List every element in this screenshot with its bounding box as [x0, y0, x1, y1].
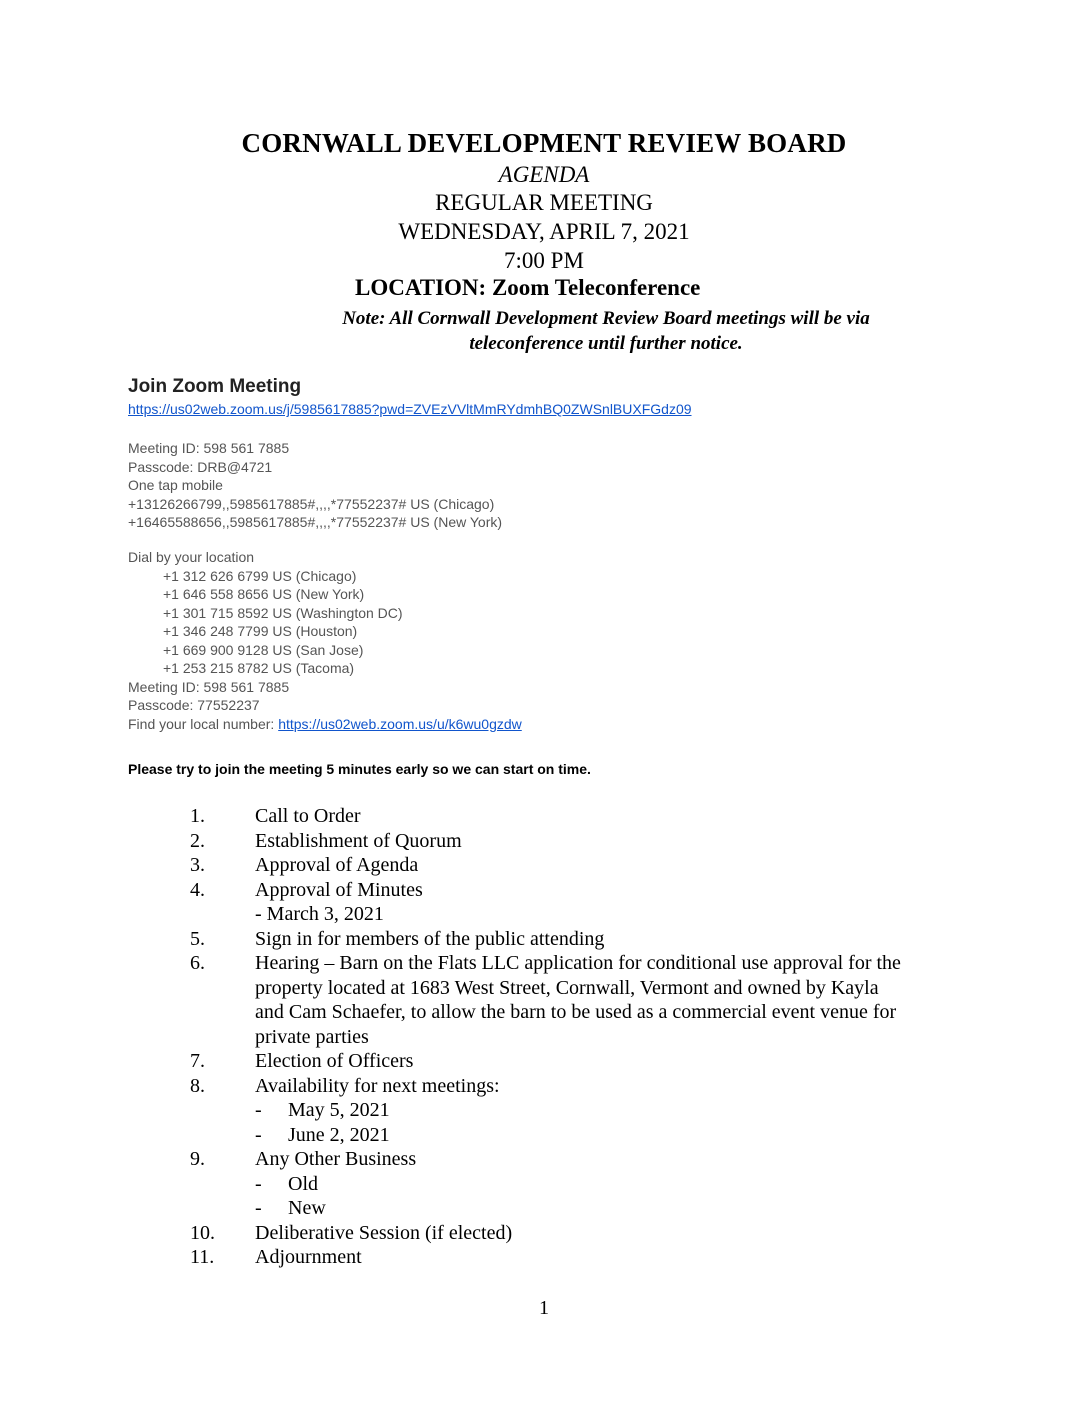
find-local-link[interactable]: https://us02web.zoom.us/u/k6wu0gzdw: [278, 715, 522, 732]
other-business-new: New: [288, 1197, 326, 1219]
agenda-subitem: [0, 1172, 1088, 1197]
join-early-note: Please try to join the meeting 5 minutes early so we can start on time.: [128, 761, 591, 777]
other-business-old: Old: [288, 1172, 318, 1195]
meeting-location: LOCATION: Zoom Teleconference: [355, 275, 701, 300]
agenda-item: [0, 1147, 1088, 1172]
meeting-id: Meeting ID: 598 561 7885: [128, 440, 290, 456]
dial-number: +1 646 558 8656 US (New York): [163, 586, 365, 602]
zoom-heading: Join Zoom Meeting: [128, 376, 302, 397]
meeting-type: REGULAR MEETING: [435, 190, 653, 215]
page-number: 1: [539, 1297, 549, 1319]
agenda-item-text: Approval of Minutes: [255, 878, 423, 901]
agenda-item-number: 3.: [190, 854, 205, 876]
teleconference-note: [296, 306, 916, 356]
agenda-subitem: [0, 1123, 1088, 1148]
dash: -: [255, 1197, 262, 1219]
passcode-2: Passcode: 77552237: [128, 697, 260, 713]
dial-number: +1 253 215 8782 US (Tacoma): [163, 660, 355, 676]
dial-number: +1 301 715 8592 US (Washington DC): [163, 604, 403, 621]
hearing-line: property located at 1683 West Street, Cornwall, Vermont and owned by Kayla: [255, 976, 879, 999]
next-meeting-date: June 2, 2021: [288, 1123, 390, 1146]
agenda-item-text: Approval of Agenda: [255, 854, 419, 876]
agenda-item: [0, 1221, 1088, 1246]
meeting-time: 7:00 PM: [504, 248, 584, 273]
agenda-item: [0, 1074, 1088, 1099]
agenda-item: [0, 853, 1088, 878]
agenda-item-text: Sign in for members of the public attending: [255, 927, 605, 950]
agenda-subitem: [0, 1196, 1088, 1221]
dial-in-details: [128, 548, 522, 733]
note-line-2: teleconference until further notice.: [469, 333, 743, 354]
dial-number: +1 346 248 7799 US (Houston): [163, 623, 358, 639]
agenda-subitem: [0, 1098, 1088, 1123]
agenda-item: [0, 878, 1088, 903]
find-local-label: Find your local number:: [128, 715, 279, 732]
agenda-subtitle: AGENDA: [498, 162, 590, 187]
find-local-number: [128, 715, 522, 734]
agenda-item-text: Any Other Business: [255, 1148, 417, 1170]
agenda-item: [0, 1049, 1088, 1074]
agenda-item-text: [255, 951, 955, 1049]
dial-number: +1 669 900 9128 US (San Jose): [163, 641, 364, 658]
minutes-date: - March 3, 2021: [255, 903, 384, 925]
dash: -: [255, 1123, 262, 1146]
agenda-item-number: 6.: [190, 952, 205, 974]
agenda-item-text: Establishment of Quorum: [255, 829, 462, 852]
agenda-item-number: 9.: [190, 1148, 205, 1170]
agenda-item-text: Deliberative Session (if elected): [255, 1221, 513, 1244]
agenda-list: [0, 804, 1088, 1270]
agenda-item-number: 8.: [190, 1074, 205, 1097]
agenda-item-number: 7.: [190, 1050, 205, 1072]
agenda-item-number: 1.: [190, 805, 205, 827]
one-tap-new-york: +16465588656,,5985617885#,,,,*77552237# US (New York): [128, 514, 503, 530]
agenda-item-text: Availability for next meetings:: [255, 1074, 500, 1097]
board-title: CORNWALL DEVELOPMENT REVIEW BOARD: [241, 128, 847, 158]
agenda-item-number: 2.: [190, 829, 205, 852]
dash: -: [255, 1172, 262, 1195]
agenda-item: [0, 829, 1088, 854]
agenda-item-number: 11.: [190, 1246, 215, 1268]
zoom-meeting-link[interactable]: https://us02web.zoom.us/j/5985617885?pwd=ZVEzVVltMmRYdmhBQ0ZWSnlBUXFGdz09: [128, 401, 692, 417]
one-tap-chicago: +13126266799,,5985617885#,,,,*77552237# US (Chicago): [128, 495, 495, 512]
agenda-item-number: 5.: [190, 927, 205, 950]
agenda-item: [0, 951, 1088, 1049]
agenda-item-text: Adjournment: [255, 1246, 362, 1268]
one-tap-label: One tap mobile: [128, 477, 223, 493]
agenda-item-text: Election of Officers: [255, 1050, 414, 1072]
meeting-date: WEDNESDAY, APRIL 7, 2021: [398, 219, 690, 244]
meeting-id-2: Meeting ID: 598 561 7885: [128, 678, 290, 695]
next-meeting-date: May 5, 2021: [288, 1099, 390, 1121]
passcode: Passcode: DRB@4721: [128, 458, 273, 475]
agenda-item: [0, 1245, 1088, 1270]
agenda-item-number: 10.: [190, 1221, 215, 1244]
dial-number: +1 312 626 6799 US (Chicago): [163, 567, 357, 584]
dash: -: [255, 1099, 262, 1121]
hearing-line: private parties: [255, 1025, 369, 1048]
zoom-details: [128, 439, 502, 532]
agenda-subitem: [0, 902, 1088, 927]
agenda-item: [0, 927, 1088, 952]
agenda-item: [0, 804, 1088, 829]
hearing-line: and Cam Schaefer, to allow the barn to be used as a commercial event venue for: [255, 1001, 897, 1023]
hearing-line: Hearing – Barn on the Flats LLC application for conditional use approval for the: [255, 952, 901, 974]
agenda-item-text: Call to Order: [255, 805, 361, 827]
dial-label: Dial by your location: [128, 549, 255, 565]
agenda-item-number: 4.: [190, 878, 205, 901]
note-line-1: Note: All Cornwall Development Review Board meetings will be via: [342, 308, 870, 329]
